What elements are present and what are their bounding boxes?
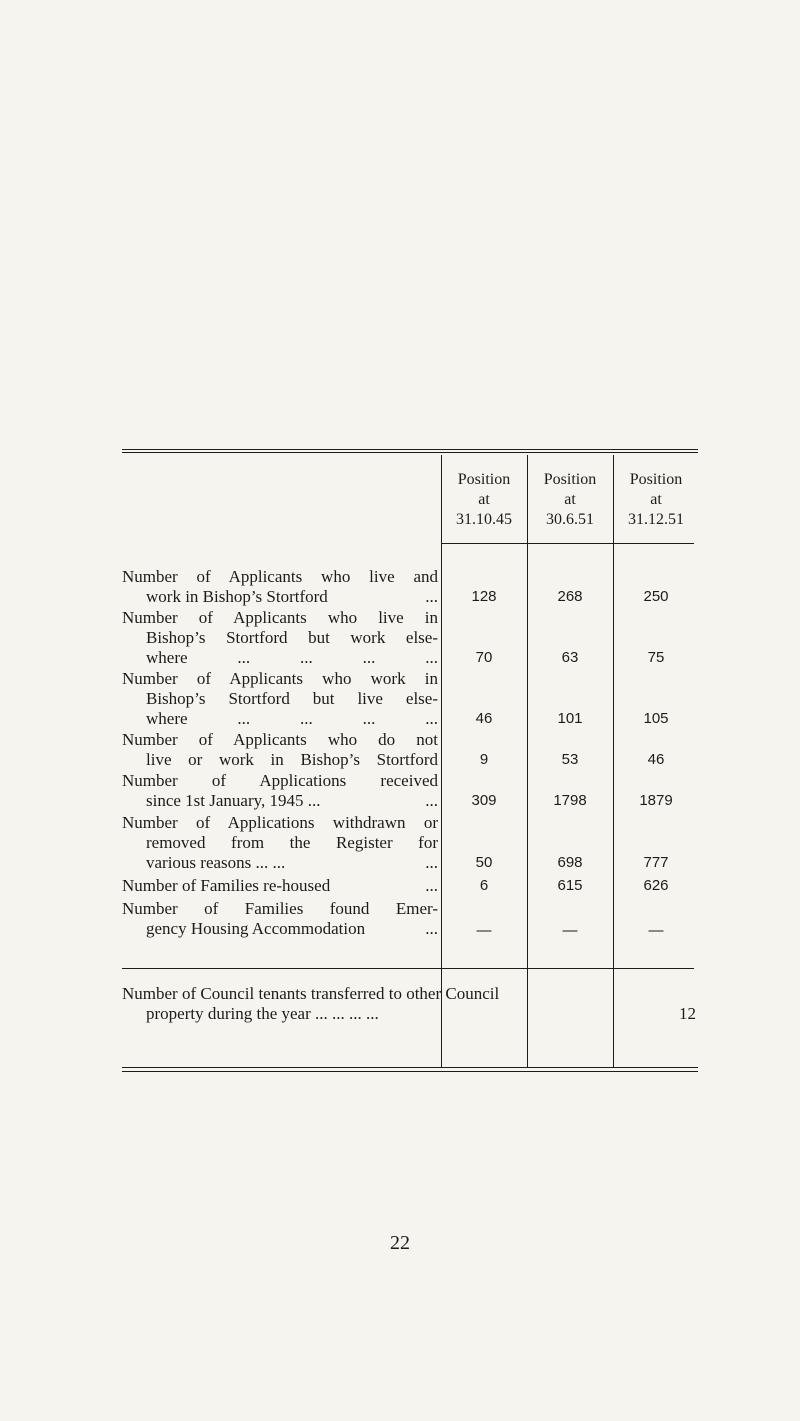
table-cell: — — [648, 922, 664, 939]
top-double-rule — [122, 449, 698, 450]
table-cell: 46 — [475, 710, 493, 727]
row-label-emergency-housing — [122, 899, 438, 939]
row-label-families-rehoused — [122, 876, 438, 896]
table-cell: 615 — [557, 877, 583, 894]
row-label-line: where ... ... ... ... — [146, 709, 438, 728]
row-label-work-in-live-elsewhere — [122, 669, 438, 729]
row-label-live-and-work — [122, 567, 438, 607]
row-label-line: Bishop’s Stortford but live else- — [146, 689, 438, 708]
column-header-line: at — [564, 491, 576, 508]
column-header-date: 31.12.51 — [628, 511, 684, 528]
row-label-line: Number of Applications received — [122, 771, 438, 790]
row-label-line: Number of Applicants who live and — [122, 567, 438, 586]
table-cell: 698 — [557, 854, 583, 871]
leader-dots: ... — [425, 853, 438, 872]
row-label-line: Number of Applicants who live in — [122, 608, 438, 627]
leader-dots: ... — [425, 919, 438, 938]
row-label-line: Number of Families found Emer- — [122, 899, 438, 918]
table-cell: 105 — [643, 710, 669, 727]
row-label-line: live or work in Bishop’s Stortford — [146, 750, 438, 769]
row-label-text: since 1st January, 1945 ... — [146, 791, 321, 810]
table-cell: 75 — [647, 649, 665, 666]
table-cell: 63 — [561, 649, 579, 666]
column-header-line: Position — [629, 471, 683, 488]
transfers-note-line: Number of Council tenants transferred to other Council — [122, 984, 500, 1003]
row-label-line — [122, 853, 438, 873]
row-label-line: Bishop’s Stortford but work else- — [146, 628, 438, 647]
row-label-line — [122, 587, 438, 607]
transfers-count: 12 — [679, 1004, 696, 1023]
table-cell: 50 — [475, 854, 493, 871]
column-header-31-10-45 — [442, 470, 526, 530]
row-label-text: Number of Families re-housed — [122, 876, 331, 895]
table-cell: 46 — [647, 751, 665, 768]
column-header-30-6-51 — [528, 470, 612, 530]
row-label-applications-received — [122, 771, 438, 811]
table-cell: — — [476, 922, 492, 939]
leader-dots: ... — [425, 876, 438, 895]
table-cell: 626 — [643, 877, 669, 894]
column-header-line: at — [650, 491, 662, 508]
row-label-text: various reasons ... ... — [146, 853, 286, 872]
leader-dots: ... — [425, 587, 438, 606]
table-cell: 250 — [643, 588, 669, 605]
table-cell: 70 — [475, 649, 493, 666]
row-label-live-in-work-elsewhere — [122, 608, 438, 668]
page-number: 22 — [390, 1232, 410, 1254]
row-label-text: work in Bishop’s Stortford — [146, 587, 328, 606]
leader-dots: ... — [425, 791, 438, 810]
table-cell: — — [562, 922, 578, 939]
table-cell: 53 — [561, 751, 579, 768]
row-label-line: where ... ... ... ... — [146, 648, 438, 667]
table-cell: 309 — [471, 792, 497, 809]
table-cell: 6 — [479, 877, 489, 894]
table-cell: 268 — [557, 588, 583, 605]
table-cell: 9 — [479, 751, 489, 768]
column-header-date: 30.6.51 — [546, 511, 594, 528]
column-header-line: Position — [457, 471, 511, 488]
transfers-note-line: property during the year ... ... ... ... — [146, 1004, 379, 1023]
row-label-line: Number of Applicants who work in — [122, 669, 438, 688]
row-label-text: gency Housing Accommodation — [146, 919, 366, 938]
table-bottom-rule — [122, 968, 694, 969]
column-header-31-12-51 — [614, 470, 698, 530]
table-cell: 777 — [643, 854, 669, 871]
row-label-line: removed from the Register for — [146, 833, 438, 852]
column-header-date: 31.10.45 — [456, 511, 512, 528]
row-label-line — [122, 876, 438, 896]
bottom-double-rule — [122, 1067, 698, 1068]
row-label-line — [122, 919, 438, 939]
column-header-line: at — [478, 491, 490, 508]
table-cell: 101 — [557, 710, 583, 727]
table-cell: 1798 — [553, 792, 587, 809]
transfers-note — [122, 984, 698, 1024]
bottom-double-rule-inner — [122, 1071, 698, 1072]
header-underline — [442, 543, 694, 544]
row-label-line — [122, 791, 438, 811]
row-label-neither-live-nor-work — [122, 730, 438, 770]
row-label-applications-withdrawn — [122, 813, 438, 873]
table-cell: 128 — [471, 588, 497, 605]
top-double-rule-inner — [122, 452, 698, 453]
table-cell: 1879 — [639, 792, 673, 809]
column-header-line: Position — [543, 471, 597, 488]
row-label-line: Number of Applicants who do not — [122, 730, 438, 749]
row-label-line: Number of Applications withdrawn or — [122, 813, 438, 832]
